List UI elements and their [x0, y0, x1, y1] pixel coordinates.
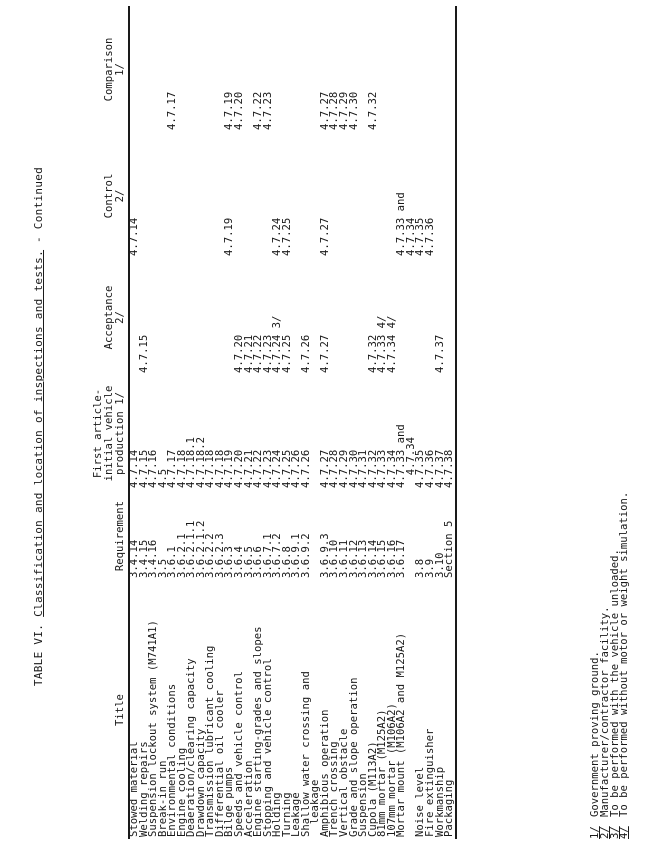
cell-comparison	[416, 6, 426, 133]
cell-requirement: 3.6.3	[223, 546, 236, 578]
cell-requirement: 3.6.16	[385, 539, 398, 578]
cell-requirement: 3.6.13	[357, 539, 370, 578]
cell-requirement: 3.6.7.1	[261, 533, 274, 578]
cell-requirement: Section 5	[445, 491, 456, 581]
cell-comparison	[426, 6, 436, 133]
cell-first-article: 4.7.20	[233, 449, 246, 488]
cell-title: Bilge pumps	[223, 766, 236, 837]
cell-control: 4.7.34	[404, 217, 417, 256]
cell-acceptance	[178, 259, 188, 376]
table-row	[445, 6, 456, 839]
cell-title: Welding repairs	[137, 741, 150, 837]
cell-comparison	[302, 6, 312, 133]
cell-requirement: 3.6.9.3	[318, 533, 331, 578]
header-comparison: Comparison 1/	[93, 6, 129, 133]
cell-requirement: 3.6.5	[242, 546, 255, 578]
cell-acceptance: 4.7.32	[366, 334, 379, 373]
table-row	[216, 6, 226, 839]
footnote-mark: 1/	[589, 826, 601, 839]
cell-comparison	[273, 6, 283, 133]
table-caption	[32, 0, 45, 853]
header-acceptance: Acceptance 2/	[93, 259, 129, 376]
cell-title: Packaging	[445, 581, 456, 839]
cell-control: 4.7.14	[128, 217, 140, 256]
cell-requirement: 3.6.15	[376, 539, 389, 578]
cell-requirement: 3.6.8	[280, 546, 293, 578]
table-row	[330, 6, 340, 839]
caption-title: Classification and location of inspections and tests.	[32, 249, 45, 617]
footnotes	[591, 492, 630, 839]
cell-title: Differential oil cooler	[213, 690, 226, 837]
cell-acceptance: 4.7.22	[252, 334, 265, 373]
cell-requirement: 3.5	[156, 558, 169, 578]
cell-title: Speeds and vehicle control	[233, 671, 246, 837]
table-row	[264, 6, 274, 839]
cell-first-article: 4.7.30	[347, 449, 360, 488]
footnote-mark: 3/	[608, 826, 621, 839]
table-row	[129, 6, 140, 839]
cell-title: Break-in run	[156, 760, 169, 837]
header-first-article: First article- initial vehicle production 1/	[93, 376, 129, 491]
cell-control: 4.7.27	[318, 217, 331, 256]
footnote-mark: 4/	[618, 826, 631, 839]
cell-control	[369, 133, 379, 259]
cell-acceptance: 4.7.33 4/	[376, 315, 389, 373]
cell-requirement: 3.6.2.3	[213, 533, 226, 578]
cell-acceptance	[330, 259, 340, 376]
cell-acceptance	[407, 259, 417, 376]
cell-title: Holding	[271, 792, 284, 837]
cell-title: Engine cooling	[175, 747, 188, 837]
cell-control: 4.7.35	[414, 217, 427, 256]
cell-title: leakage	[309, 779, 322, 837]
table-row	[407, 6, 417, 839]
cell-first-article: 4.7.26	[299, 449, 312, 488]
cell-acceptance	[197, 259, 207, 376]
caption-suffix: - Continued	[32, 166, 45, 250]
cell-comparison	[140, 6, 150, 133]
cell-comparison	[149, 6, 159, 133]
cell-control: 4.7.33 and	[395, 192, 408, 256]
cell-first-article: 4.7.33 and	[395, 424, 408, 488]
cell-title: Grade and slope operation	[347, 677, 360, 837]
cell-first-article: 4.7.16	[147, 449, 160, 488]
cell-comparison: 4.7.17	[166, 91, 179, 130]
cell-acceptance	[397, 259, 407, 376]
cell-title: Shallow water crossing and	[299, 671, 312, 837]
cell-acceptance: 4.7.23	[261, 334, 274, 373]
cell-control	[340, 133, 350, 259]
cell-first-article: 4.7.28	[328, 449, 341, 488]
cell-comparison: 4.7.29	[338, 91, 351, 130]
cell-first-article: 4.7.34	[385, 449, 398, 488]
cell-requirement: 3.6.10	[328, 539, 341, 578]
cell-acceptance	[187, 259, 197, 376]
cell-first-article: 4.7.34	[404, 436, 417, 488]
cell-acceptance: 4.7.34 4/	[385, 315, 398, 373]
footnote-text: Manufacturer/contractor facility.	[598, 606, 611, 817]
cell-comparison	[178, 6, 188, 133]
cell-requirement: 3.6.9.1	[290, 533, 303, 578]
table-header-row	[93, 6, 129, 839]
cell-comparison: 4.7.30	[347, 91, 360, 130]
cell-comparison	[436, 6, 446, 133]
cell-comparison	[407, 6, 417, 133]
cell-requirement: 3.6.2.1.2	[194, 520, 207, 578]
cell-comparison	[187, 6, 197, 133]
cell-comparison: 4.7.23	[261, 91, 274, 130]
cell-control	[330, 133, 340, 259]
inspection-table	[93, 6, 457, 839]
cell-first-article: 4.7.33	[376, 449, 389, 488]
cell-acceptance: 4.7.24 3/	[271, 315, 284, 373]
cell-acceptance: 4.7.26	[299, 334, 312, 373]
cell-first-article: 4.7.32	[366, 449, 379, 488]
cell-acceptance	[416, 259, 426, 376]
table-body	[129, 6, 456, 839]
cell-acceptance	[159, 259, 169, 376]
cell-control	[206, 133, 216, 259]
cell-title: Suspension	[357, 773, 370, 837]
footnote-text: To be performed with the vehicle unloaded.	[608, 549, 621, 817]
cell-first-article: 4.7.17	[166, 449, 179, 488]
cell-requirement: 3.6.17	[395, 539, 408, 578]
cell-first-article: 4.7.26	[290, 449, 303, 488]
cell-control	[436, 133, 446, 259]
cell-title: Drawdown capacity	[194, 728, 207, 837]
table-row	[302, 6, 312, 839]
cell-requirement: 3.6.14	[366, 539, 379, 578]
cell-requirement: 3.10	[433, 552, 446, 578]
cell-comparison: 4.7.32	[366, 91, 379, 130]
cell-acceptance: 4.7.15	[137, 334, 150, 373]
cell-requirement: 3.4.15	[137, 539, 150, 578]
cell-title: Mortar mount (M106A2 and M125A2)	[395, 632, 408, 837]
table-row	[273, 6, 283, 839]
cell-requirement: 3.6.2.2	[204, 533, 217, 578]
cell-requirement: 3.6.2.1.1	[185, 520, 198, 578]
cell-title: Transmission lubricant cooling	[204, 645, 217, 837]
cell-first-article: 4.7.31	[357, 449, 370, 488]
cell-title: 81mm mortar (M125A2)	[376, 709, 389, 837]
cell-requirement: 3.6.1	[166, 546, 179, 578]
cell-first-article: 4.7.24	[271, 449, 284, 488]
footnote-text: Government proving ground.	[589, 651, 601, 817]
cell-acceptance	[206, 259, 216, 376]
cell-control	[254, 133, 264, 259]
cell-acceptance	[216, 259, 226, 376]
cell-title: Amphibious operation	[318, 709, 331, 837]
cell-comparison	[292, 6, 302, 133]
cell-requirement: 3.6.11	[338, 539, 351, 578]
cell-control: 4.7.36	[423, 217, 436, 256]
cell-comparison	[283, 6, 293, 133]
cell-title: Stopping and vehicle control	[261, 658, 274, 837]
cell-comparison	[206, 6, 216, 133]
cell-requirement: 3.6.4	[233, 546, 246, 578]
cell-acceptance	[340, 259, 350, 376]
cell-requirement: 3.6.6	[252, 546, 265, 578]
cell-first-article: 4.7.18	[175, 449, 188, 488]
table-row	[235, 6, 245, 839]
cell-requirement: 3.8	[414, 558, 427, 578]
cell-first-article: 4.7.22	[252, 449, 265, 488]
table-row	[416, 6, 426, 839]
footnote	[620, 492, 630, 839]
cell-title: Suspension lockout system (M741A1)	[147, 620, 160, 837]
cell-control	[149, 133, 159, 259]
cell-first-article: 4.7.37	[433, 449, 446, 488]
cell-requirement: 3.6.12	[347, 539, 360, 578]
cell-first-article: 4.7.35	[414, 449, 427, 488]
cell-requirement: 3.6.9.2	[299, 533, 312, 578]
cell-control: 4.7.24	[271, 217, 284, 256]
cell-control	[235, 133, 245, 259]
cell-requirement: 3.6.7.2	[271, 533, 284, 578]
cell-title: Noise level	[414, 766, 427, 837]
cell-first-article: 4.5	[156, 468, 169, 488]
cell-first-article: 4.7.21	[242, 449, 255, 488]
cell-acceptance: 4.7.21	[242, 334, 255, 373]
cell-title: Engine starting-grades and slopes	[252, 626, 265, 837]
cell-acceptance: 4.7.37	[433, 334, 446, 373]
cell-control	[292, 133, 302, 259]
cell-first-article: 4.7.23	[261, 449, 274, 488]
cell-comparison: 4.7.28	[328, 91, 341, 130]
cell-comparison	[388, 6, 398, 133]
cell-comparison: 4.7.19	[223, 91, 236, 130]
header-requirement: Requirement	[93, 491, 129, 581]
table-row	[397, 6, 407, 839]
cell-comparison	[129, 6, 140, 133]
table-row	[187, 6, 197, 839]
cell-title: Cupola (M113A2)	[366, 741, 379, 837]
footnote-text: To be performed without motor or weight simulation.	[618, 491, 631, 817]
cell-comparison	[397, 6, 407, 133]
cell-title: Fire extinguisher	[423, 728, 436, 837]
cell-title: 107mm mortar (M106A2)	[385, 703, 398, 837]
cell-acceptance	[350, 259, 360, 376]
cell-first-article: 4.7.25	[280, 449, 293, 488]
cell-acceptance: 4.7.27	[318, 334, 331, 373]
cell-first-article: 4.7.36	[423, 449, 436, 488]
cell-acceptance: 4.7.25	[280, 334, 293, 373]
cell-title: Trench crossing	[328, 741, 341, 837]
table-row	[436, 6, 446, 839]
cell-title: Workmanship	[433, 766, 446, 837]
cell-control	[197, 133, 207, 259]
cell-control	[168, 133, 178, 259]
cell-control: 4.7.19	[223, 217, 236, 256]
table-row	[426, 6, 436, 839]
cell-title: Environmental conditions	[166, 683, 179, 837]
table-row	[283, 6, 293, 839]
cell-first-article: 4.7.18	[213, 449, 226, 488]
cell-control	[359, 133, 369, 259]
cell-first-article: 4.7.29	[338, 449, 351, 488]
cell-requirement: 3.4.14	[128, 539, 140, 578]
cell-control	[140, 133, 150, 259]
cell-first-article: 4.7.15	[137, 449, 150, 488]
cell-title: Leakage	[290, 792, 303, 837]
cell-comparison: 4.7.22	[252, 91, 265, 130]
cell-control	[350, 133, 360, 259]
cell-title: Vertical obstacle	[338, 728, 351, 837]
cell-comparison	[445, 6, 456, 133]
header-control: Control 2/	[93, 133, 129, 259]
cell-control	[445, 133, 456, 259]
cell-control	[178, 133, 188, 259]
cell-title: Stowed material	[128, 741, 140, 837]
footnote-mark: 2/	[598, 826, 611, 839]
cell-acceptance	[445, 259, 456, 376]
cell-control	[302, 133, 312, 259]
cell-requirement: 3.4.16	[147, 539, 160, 578]
cell-comparison	[378, 6, 388, 133]
cell-first-article: 4.7.18	[204, 449, 217, 488]
cell-first-article: 4.7.19	[223, 449, 236, 488]
cell-title: Acceleration	[242, 760, 255, 837]
cell-control: 4.7.25	[280, 217, 293, 256]
table-row	[359, 6, 369, 839]
cell-acceptance	[168, 259, 178, 376]
cell-control	[187, 133, 197, 259]
cell-first-article: 4.7.38	[445, 376, 456, 491]
table-row	[321, 6, 331, 839]
header-title: Title	[93, 581, 129, 839]
cell-control	[245, 133, 255, 259]
caption-prefix: TABLE VI.	[32, 616, 45, 687]
table-row	[168, 6, 178, 839]
cell-first-article: 4.7.14	[128, 449, 140, 488]
cell-comparison: 4.7.27	[318, 91, 331, 130]
cell-requirement: 3.6.2.1	[175, 533, 188, 578]
cell-comparison	[197, 6, 207, 133]
cell-control	[378, 133, 388, 259]
cell-requirement: 3.9	[423, 558, 436, 578]
cell-title: Deaeration/clearing capacity	[185, 658, 198, 837]
cell-first-article: 4.7.18.1	[185, 436, 198, 488]
table-row	[350, 6, 360, 839]
cell-title: Turning	[280, 792, 293, 837]
cell-comparison: 4.7.20	[233, 91, 246, 130]
cell-acceptance: 4.7.20	[233, 334, 246, 373]
table-row	[149, 6, 159, 839]
cell-control	[159, 133, 169, 259]
cell-first-article: 4.7.18.2	[194, 436, 207, 488]
cell-first-article: 4.7.27	[318, 449, 331, 488]
cell-acceptance	[149, 259, 159, 376]
